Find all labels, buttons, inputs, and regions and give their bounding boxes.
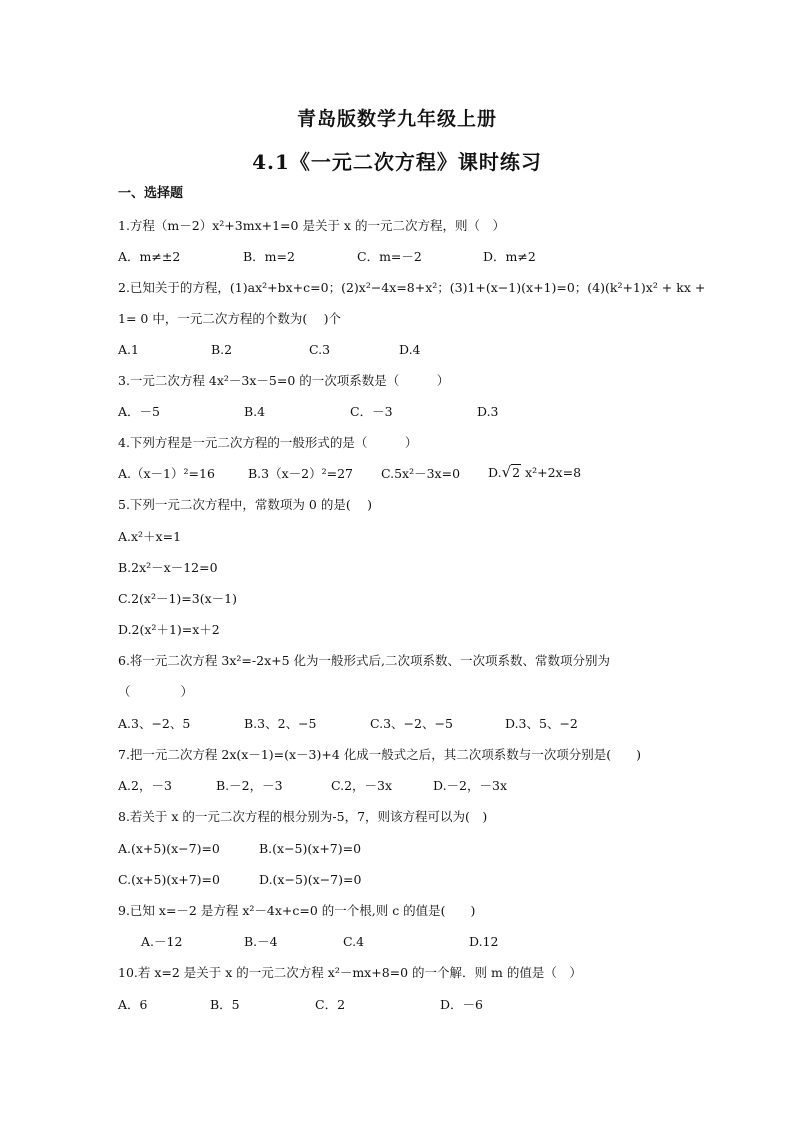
question-3-option-a: A．－5	[118, 404, 160, 419]
question-2-option-a: A.1	[118, 342, 139, 357]
question-8-option-b: B.(x−5)(x+7)=0	[259, 841, 362, 856]
question-4-option-d	[488, 464, 581, 481]
question-5-option-b: B.2x²－x－12=0	[118, 560, 218, 575]
question-10-option-a: A．6	[118, 997, 148, 1012]
square-root-value: 2	[512, 465, 521, 480]
question-4-option-c: C.5x²－3x=0	[381, 466, 461, 481]
question-6-option-b: B.3、2、−5	[244, 716, 317, 731]
question-9-option-d: D.12	[469, 934, 499, 949]
question-7-option-c: C.2，－3x	[331, 778, 393, 793]
question-4-option-b: B.3（x－2）²=27	[248, 466, 354, 481]
question-4-option-d-expression: x²+2x=8	[525, 465, 582, 480]
question-1-option-b: B．m=2	[243, 249, 295, 264]
question-10-option-c: C．2	[315, 997, 346, 1012]
question-2-option-c: C.3	[309, 342, 331, 357]
question-1-stem: 1.方程（m－2）x²+3mx+1=0 是关于 x 的一元二次方程，则（ ）	[118, 218, 505, 233]
question-1-option-d: D．m≠2	[483, 249, 536, 264]
question-2-option-b: B.2	[211, 342, 233, 357]
question-6-stem: 6.将一元二次方程 3x²=-2x+5 化为一般形式后,二次项系数、一次项系数、常数项分别为	[118, 653, 610, 668]
question-6-option-d: D.3、5、−2	[505, 716, 578, 731]
question-7-option-d: D.－2，－3x	[433, 778, 508, 793]
question-10-option-b: B．5	[210, 997, 240, 1012]
question-3-option-d: D.3	[477, 404, 499, 419]
question-9-option-c: C.4	[343, 934, 365, 949]
question-7-option-a: A.2，－3	[118, 778, 172, 793]
question-9-option-b: B.－4	[244, 934, 278, 949]
question-3-option-b: B.4	[244, 404, 266, 419]
document-title: 青岛版数学九年级上册	[296, 108, 497, 130]
question-9-option-a: A.－12	[141, 934, 183, 949]
question-10-option-d: D．－6	[440, 997, 483, 1012]
question-3-stem: 3.一元二次方程 4x²－3x－5=0 的一次项系数是（ ）	[118, 373, 450, 388]
document-subtitle: 4.1《一元二次方程》课时练习	[252, 150, 542, 174]
question-5-option-c: C.2(x²－1)=3(x－1)	[118, 591, 237, 606]
question-2-stem: 2.已知关于的方程，(1)ax²+bx+c=0；(2)x²−4x=8+x²；(3)1+(x−1)(x+1)=0；(4)(k²+1)x² + kx +	[118, 280, 706, 295]
question-5-option-d: D.2(x²＋1)=x＋2	[118, 622, 220, 637]
question-4-option-a: A.（x－1）²=16	[118, 466, 215, 481]
question-6-option-c: C.3、−2、−5	[370, 716, 453, 731]
square-root-symbol: √2	[501, 463, 521, 481]
question-8-option-c: C.(x+5)(x+7)=0	[118, 872, 220, 887]
question-6-option-a: A.3、−2、5	[118, 716, 191, 731]
question-1-option-c: C．m=－2	[357, 249, 422, 264]
question-8-stem: 8.若关于 x 的一元二次方程的根分别为-5，7，则该方程可以为( )	[118, 809, 488, 824]
question-8-option-a: A.(x+5)(x−7)=0	[118, 841, 220, 856]
question-7-option-b: B.－2，－3	[216, 778, 283, 793]
question-3-option-c: C．－3	[350, 404, 393, 419]
section-heading: 一、选择题	[118, 186, 184, 201]
question-8-option-d: D.(x−5)(x−7)=0	[259, 872, 362, 887]
question-6-stem-continued: （ ）	[118, 684, 194, 699]
question-7-stem: 7.把一元二次方程 2x(x－1)=(x－3)+4 化成一般式之后，其二次项系数与一次项分别是( )	[118, 747, 642, 762]
question-1-option-a: A．m≠±2	[118, 249, 181, 264]
question-4-option-d-label: D.	[488, 465, 502, 480]
question-5-option-a: A.x²＋x=1	[118, 529, 182, 544]
question-10-stem: 10.若 x=2 是关于 x 的一元二次方程 x²－mx+8=0 的一个解．则 m 的值是（ ）	[118, 965, 582, 980]
question-5-stem: 5.下列一元二次方程中，常数项为 0 的是( )	[118, 497, 373, 512]
question-2-option-d: D.4	[399, 342, 421, 357]
question-2-stem-continued: 1= 0 中，一元二次方程的个数为( )个	[118, 311, 342, 326]
question-4-stem: 4.下列方程是一元二次方程的一般形式的是（ ）	[118, 435, 418, 450]
question-9-stem: 9.已知 x=－2 是方程 x²－4x+c=0 的一个根,则 c 的值是( )	[118, 903, 476, 918]
